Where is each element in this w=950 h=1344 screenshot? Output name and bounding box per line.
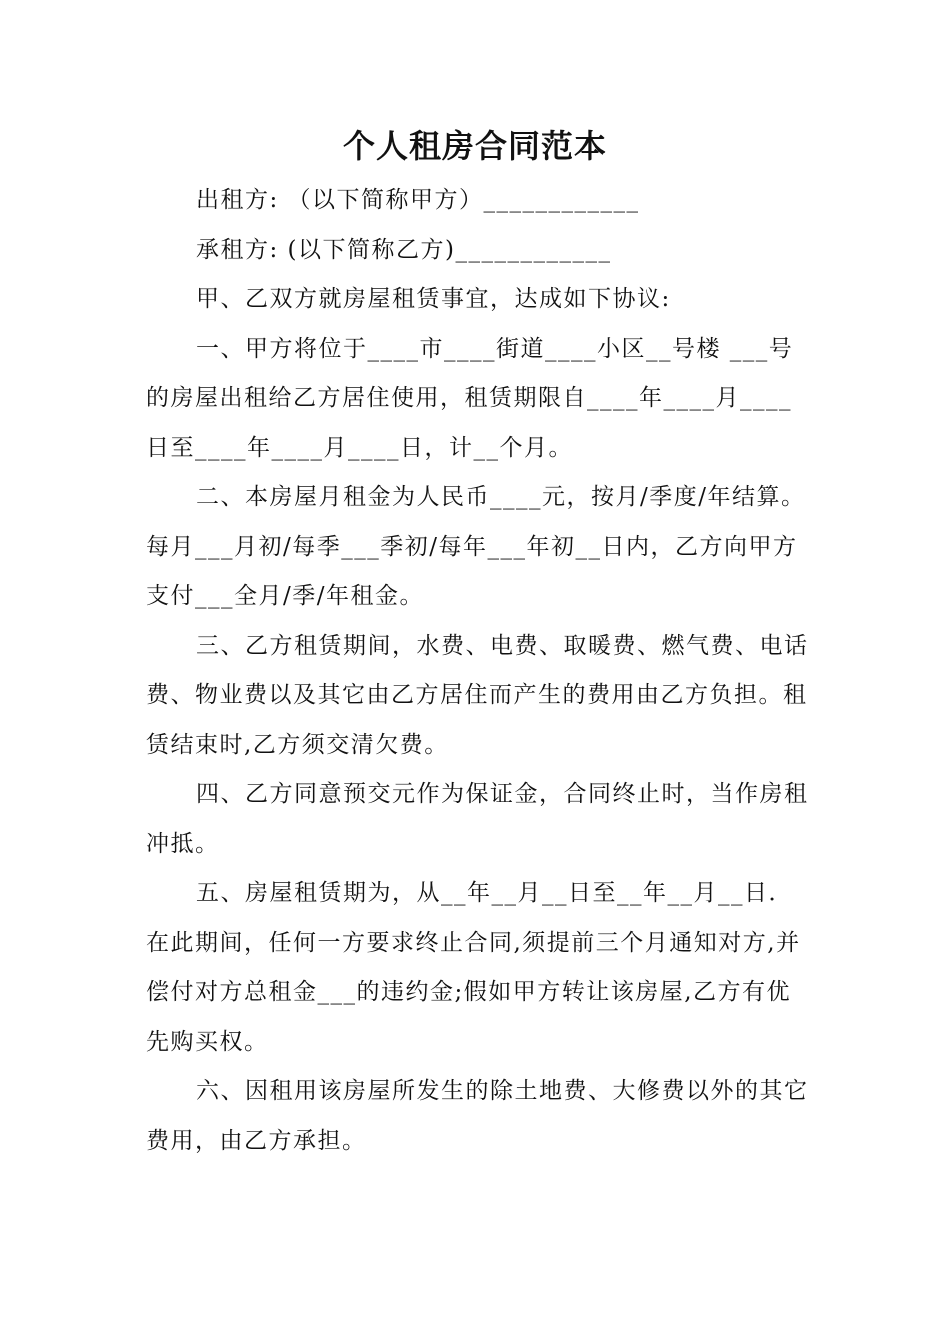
- paragraph-clause-3: 三、乙方租赁期间，水费、电费、取暖费、燃气费、电话费、物业费以及其它由乙方居住而产生的费用由乙方负担。租赁结束时,乙方须交清欠费。: [146, 632, 809, 758]
- document-body: [146, 176, 811, 1166]
- paragraph-clause-6: 六、因租用该房屋所发生的除土地费、大修费以外的其它费用，由乙方承担。: [146, 1078, 809, 1154]
- paragraph-clause-4: 四、乙方同意预交元作为保证金，合同终止时，当作房租冲抵。: [146, 781, 809, 857]
- paragraph-lessee: 承租方: (以下简称乙方)____________: [196, 236, 612, 263]
- document-title: 个人租房合同范本: [342, 127, 607, 165]
- paragraph-clause-5: 五、房屋租赁期为，从__年__月__日至__年__月__日．在此期间，任何一方要求终止合同,须提前三个月通知对方,并偿付对方总租金___的违约金;假如甲方转让该房屋,乙方有优先购买权。: [146, 880, 801, 1055]
- paragraph-lessor: 出租方: （以下简称甲方）____________: [196, 187, 640, 213]
- paragraph-clause-2: 二、本房屋月租金为人民币____元，按月/季度/年结算。每月___月初/每季___季初/每年___年初__日内，乙方向甲方支付___全月/季/年租金。: [146, 484, 806, 609]
- paragraph-clause-1: 一、甲方将位于____市____街道____小区__号楼 ___号的房屋出租给乙方居住使用，租赁期限自____年____月____日至____年____月____日，计__个月。: [146, 335, 794, 461]
- paragraph-agreement-intro: 甲、乙双方就房屋租赁事宜，达成如下协议:: [196, 286, 671, 312]
